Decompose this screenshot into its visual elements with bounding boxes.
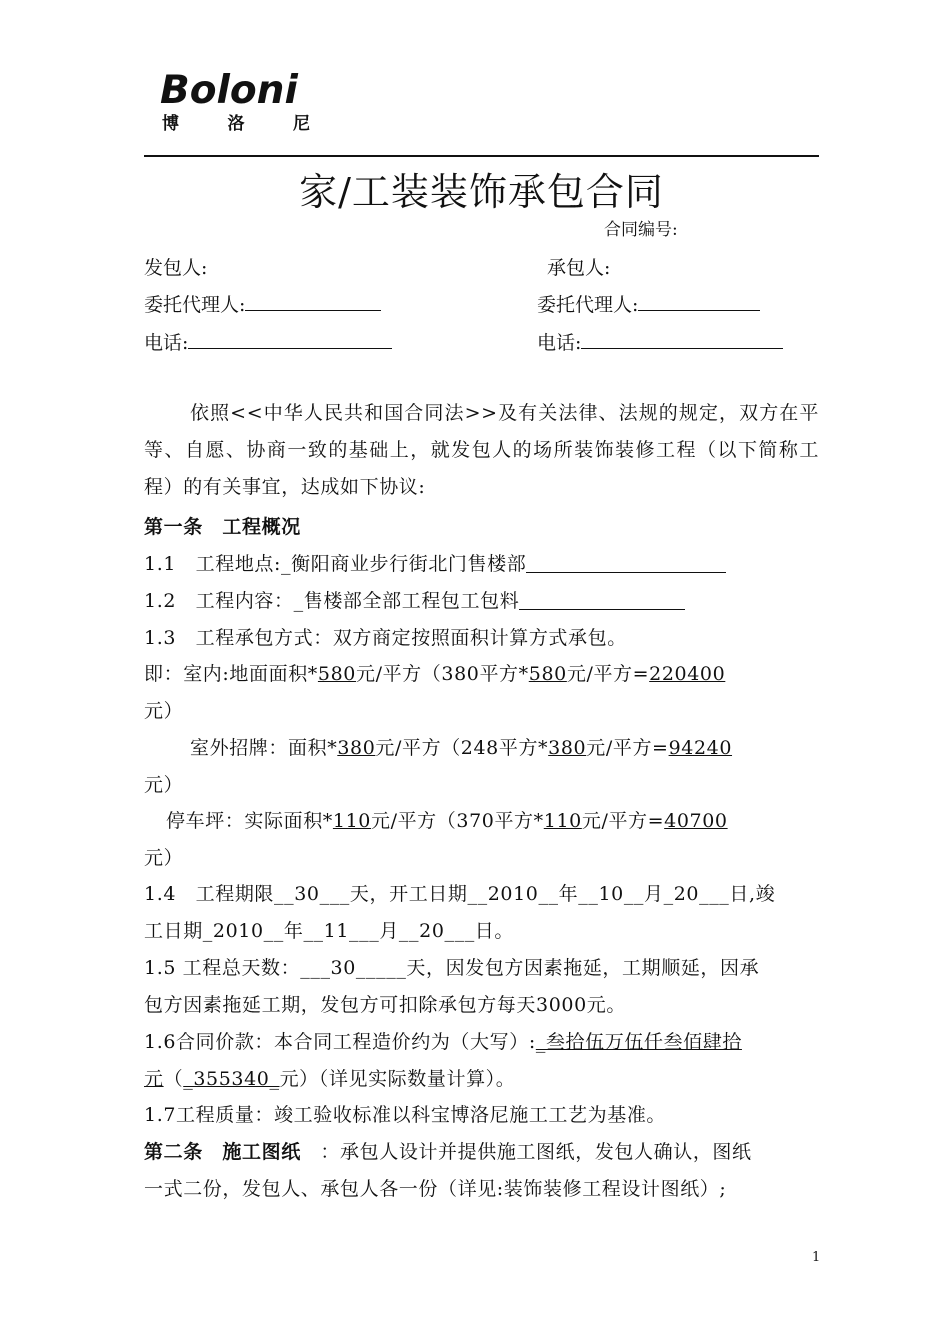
contractor-agent-line <box>537 292 760 317</box>
article-1-heading: 第一条 工程概况 <box>144 516 301 538</box>
parking-text: 元/平方（370平方* <box>370 810 544 832</box>
sign-text: 元） <box>144 774 184 796</box>
contract-number-label: 合同编号: <box>604 220 678 240</box>
indoor-rate: 580 <box>317 663 356 685</box>
parking-pricing <box>144 803 819 877</box>
clause-1-5 <box>144 950 819 1024</box>
sign-text: 元/平方（248平方* <box>375 737 549 759</box>
clause-1-6-text: 元）（详见实际数量计算）。 <box>279 1068 516 1090</box>
logo-wordmark: Boloni <box>160 68 298 113</box>
clause-1-2-value: _售楼部全部工程包工包料 <box>293 590 520 612</box>
sign-total: 94240 <box>668 737 733 759</box>
article-2 <box>144 1134 819 1208</box>
indoor-text: 即：室内:地面面积* <box>144 663 318 685</box>
employer-label: 发包人: <box>144 257 208 279</box>
logo-char: 博 <box>162 114 179 134</box>
clause-1-4-line: 1.4 工程期限__30___天，开工日期__2010__年__10__月_20___日,竣 <box>144 883 776 905</box>
employer-agent-line <box>144 292 381 317</box>
article-2-text: ：承包人设计并提供施工图纸，发包人确认，图纸 <box>300 1141 752 1163</box>
article-2-text: 一式二份，发包人、承包人各一份（详见:装饰装修工程设计图纸）; <box>144 1178 727 1200</box>
parking-rate: 110 <box>332 810 371 832</box>
agent-blank <box>638 292 760 311</box>
sign-text: 室外招牌：面积* <box>190 737 338 759</box>
parking-rate: 110 <box>543 810 582 832</box>
clause-1-4-line: 工日期_2010__年__11___月__20___日。 <box>144 920 515 942</box>
logo-char: 尼 <box>293 114 310 134</box>
page-number: 1 <box>812 1250 821 1265</box>
clause-1-6-text: 1.6合同价款：本合同工程造价约为（大写）: <box>144 1031 536 1053</box>
phone-label: 电话: <box>537 332 582 354</box>
contract-price-words: _叁拾伍万伍仟叁佰肆拾 <box>535 1031 742 1053</box>
indoor-pricing <box>144 656 819 730</box>
agent-label: 委托代理人: <box>144 294 246 316</box>
parking-text: 元/平方= <box>581 810 665 832</box>
header-rule <box>144 155 819 157</box>
intro-paragraph: 依照<<中华人民共和国合同法>>及有关法律、法规的规定，双方在平等、自愿、协商一致的基础上，就发包人的场所装饰装修工程（以下简称工程）的有关事宜，达成如下协议: <box>144 402 819 498</box>
indoor-text: 元/平方= <box>566 663 650 685</box>
clause-1-2-label: 1.2 工程内容： <box>144 590 294 612</box>
clause-1-1-blank <box>526 550 726 573</box>
indoor-text: 元/平方（380平方* <box>355 663 529 685</box>
clause-1-2-blank <box>519 587 685 610</box>
clause-1-1-value: _衡阳商业步行街北门售楼部 <box>281 553 527 575</box>
logo-char: 洛 <box>227 114 245 134</box>
clause-1-2 <box>144 583 819 620</box>
sign-rate: 380 <box>548 737 587 759</box>
employer-phone-line <box>144 330 392 355</box>
parking-total: 40700 <box>664 810 728 832</box>
parking-text: 元） <box>144 847 184 869</box>
phone-label: 电话: <box>144 332 189 354</box>
agent-blank <box>245 292 381 311</box>
sign-text: 元/平方= <box>586 737 669 759</box>
phone-blank <box>188 330 392 349</box>
phone-blank <box>581 330 783 349</box>
boloni-logo <box>160 70 320 134</box>
indoor-text: 元） <box>144 700 184 722</box>
clause-1-5-line: 包方因素拖延工期，发包方可扣除承包方每天3000元。 <box>144 994 626 1016</box>
clause-1-4 <box>144 876 819 950</box>
contractor-label: 承包人: <box>547 257 611 279</box>
contract-price-number: _355340_ <box>183 1068 280 1090</box>
parking-text: 停车坪：实际面积* <box>166 810 333 832</box>
logo-chinese <box>160 114 310 134</box>
clause-1-1 <box>144 546 819 583</box>
contractor-phone-line <box>537 330 783 355</box>
indoor-total: 220400 <box>649 663 726 685</box>
clause-1-7: 1.7工程质量：竣工验收标准以科宝博洛尼施工工艺为基准。 <box>144 1104 667 1126</box>
contract-price-words: 元 <box>144 1068 164 1090</box>
clause-1-5-line: 1.5 工程总天数：___30_____天，因发包方因素拖延，工期顺延，因承 <box>144 957 760 979</box>
clause-1-6 <box>144 1024 819 1098</box>
indoor-rate: 580 <box>528 663 567 685</box>
clause-1-3: 1.3 工程承包方式：双方商定按照面积计算方式承包。 <box>144 627 627 649</box>
article-2-heading: 第二条 施工图纸 <box>144 1141 301 1163</box>
clause-1-1-label: 1.1 工程地点: <box>144 553 282 575</box>
sign-pricing <box>144 730 819 804</box>
agent-label: 委托代理人: <box>537 294 639 316</box>
clause-1-6-text: （ <box>163 1068 184 1090</box>
document-title: 家/工装装饰承包合同 <box>299 170 664 214</box>
sign-rate: 380 <box>337 737 376 759</box>
